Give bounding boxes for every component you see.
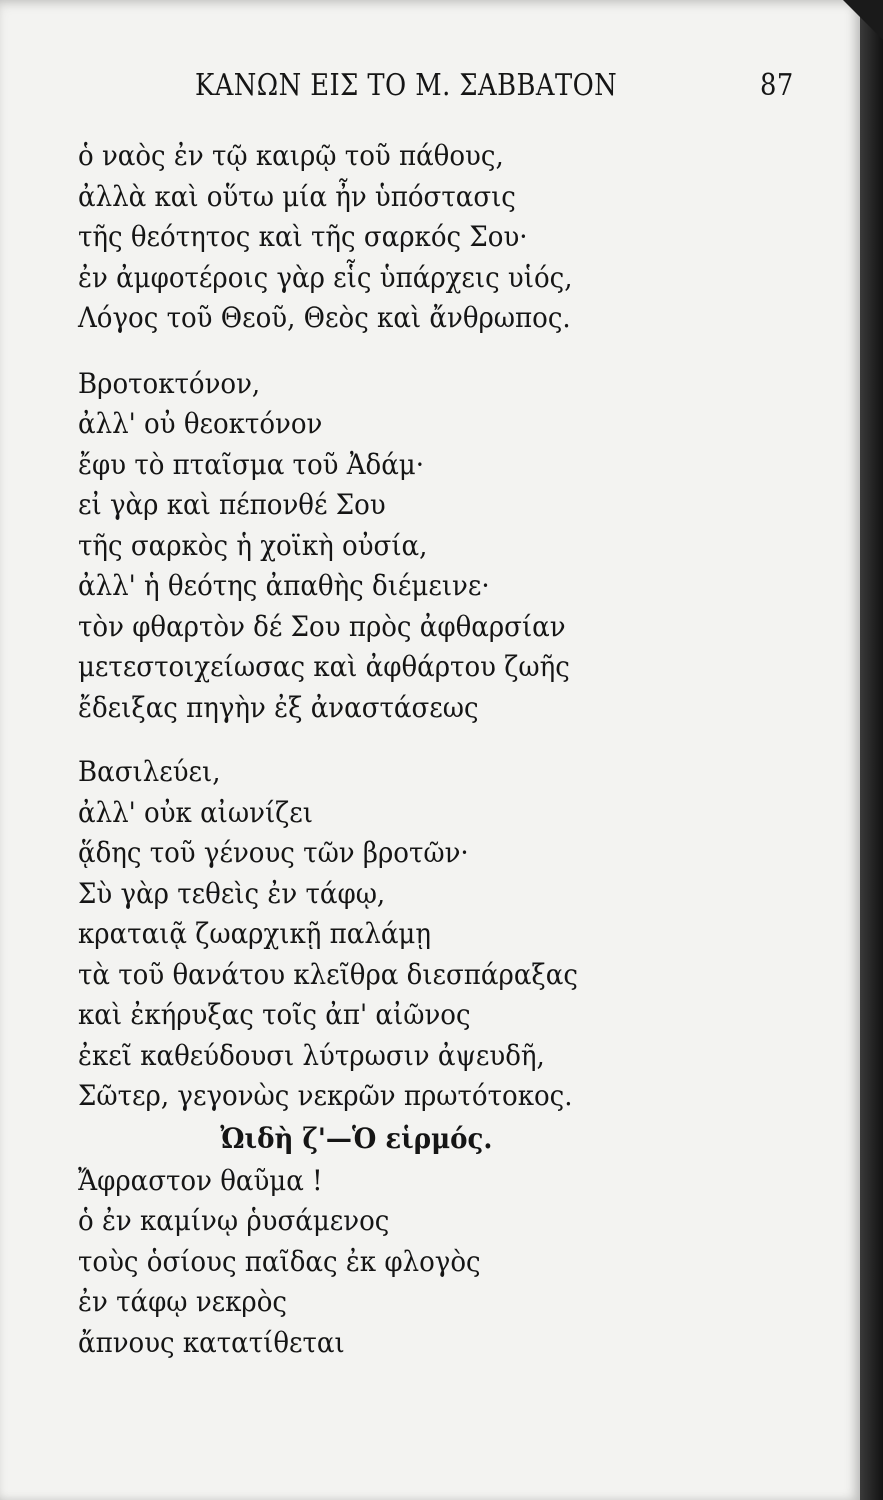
text-body [78, 136, 698, 1363]
page-edge-shadow [860, 0, 883, 1500]
verse-line: ἐκεῖ καθεύδουσι λύτρωσιν ἀψευδῆ, [78, 1038, 545, 1072]
stanza-spacer [78, 339, 698, 364]
verse-line: ὁ ναὸς ἐν τῷ καιρῷ τοῦ πάθους, [78, 139, 504, 172]
verse-line: Βασιλεύει, [78, 755, 221, 788]
verse-line: τοὺς ὁσίους παῖδας ἐκ φλογὸς [78, 1244, 481, 1278]
stanza-heirmos [78, 1161, 698, 1364]
verse-line: ἀλλ' οὐ θεοκτόνον [78, 407, 323, 440]
verse-line: ἐν ἀμφοτέροις γὰρ εἷς ὑπάρχεις υἱός, [78, 260, 573, 294]
stanza-2 [78, 364, 698, 729]
stanza-spacer [78, 728, 698, 752]
verse-line: καὶ ἐκήρυξας τοῖς ἀπ' αἰῶνος [78, 998, 471, 1031]
verse-line: τὰ τοῦ θανάτου κλεῖθρα διεσπάραξας [78, 957, 578, 991]
torn-corner [843, 0, 883, 40]
running-head [195, 68, 795, 112]
ode-heading: Ὠιδὴ ζ'—Ὁ εἱρμός. [220, 1121, 493, 1155]
verse-line: ὁ ἐν καμίνῳ ῥυσάμενος [78, 1204, 390, 1237]
stanza-1 [78, 136, 698, 339]
verse-line: ἐν τάφῳ νεκρὸς [78, 1285, 287, 1318]
verse-line: ἄπνους κατατίθεται [78, 1325, 345, 1359]
verse-line: τῆς σαρκὸς ἡ χοϊκὴ οὐσία, [78, 528, 428, 562]
verse-line: ἀλλὰ καὶ οὕτω μία ἦν ὑπόστασις [78, 179, 516, 213]
verse-line: Ἄφραστον θαῦμα ! [78, 1163, 323, 1197]
verse-line: ᾅδης τοῦ γένους τῶν βροτῶν· [78, 836, 469, 869]
verse-line: Βροτοκτόνον, [78, 366, 261, 400]
verse-line: ἀλλ' οὐκ αἰωνίζει [78, 795, 313, 829]
running-title: ΚΑΝΩΝ ΕΙΣ ΤΟ Μ. ΣΑΒΒΑΤΟΝ [195, 68, 618, 103]
verse-line: εἰ γὰρ καὶ πέπονθέ Σου [78, 488, 386, 521]
verse-line: ἔφυ τὸ πταῖσμα τοῦ Ἀδάμ· [78, 447, 425, 481]
verse-line: τὸν φθαρτὸν δέ Σου πρὸς ἀφθαρσίαν [78, 609, 566, 643]
verse-line: τῆς θεότητος καὶ τῆς σαρκός Σου· [78, 220, 528, 253]
verse-line: Σῶτερ, γεγονὼς νεκρῶν πρωτότοκος. [78, 1079, 573, 1112]
verse-line: μετεστοιχείωσας καὶ ἀφθάρτου ζωῆς [78, 650, 570, 683]
stanza-3 [78, 752, 698, 1117]
verse-line: ἀλλ' ἡ θεότης ἀπαθὴς διέμεινε· [78, 569, 490, 602]
verse-line: κραταιᾷ ζωαρχικῇ παλάμῃ [78, 917, 431, 950]
verse-line: Σὺ γὰρ τεθεὶς ἐν τάφῳ, [78, 876, 386, 910]
page-number: 87 [760, 68, 794, 103]
verse-line: ἔδειξας πηγὴν ἐξ ἀναστάσεως [78, 690, 479, 724]
verse-line: Λόγος τοῦ Θεοῦ, Θεὸς καὶ ἄνθρωπος. [78, 301, 571, 334]
